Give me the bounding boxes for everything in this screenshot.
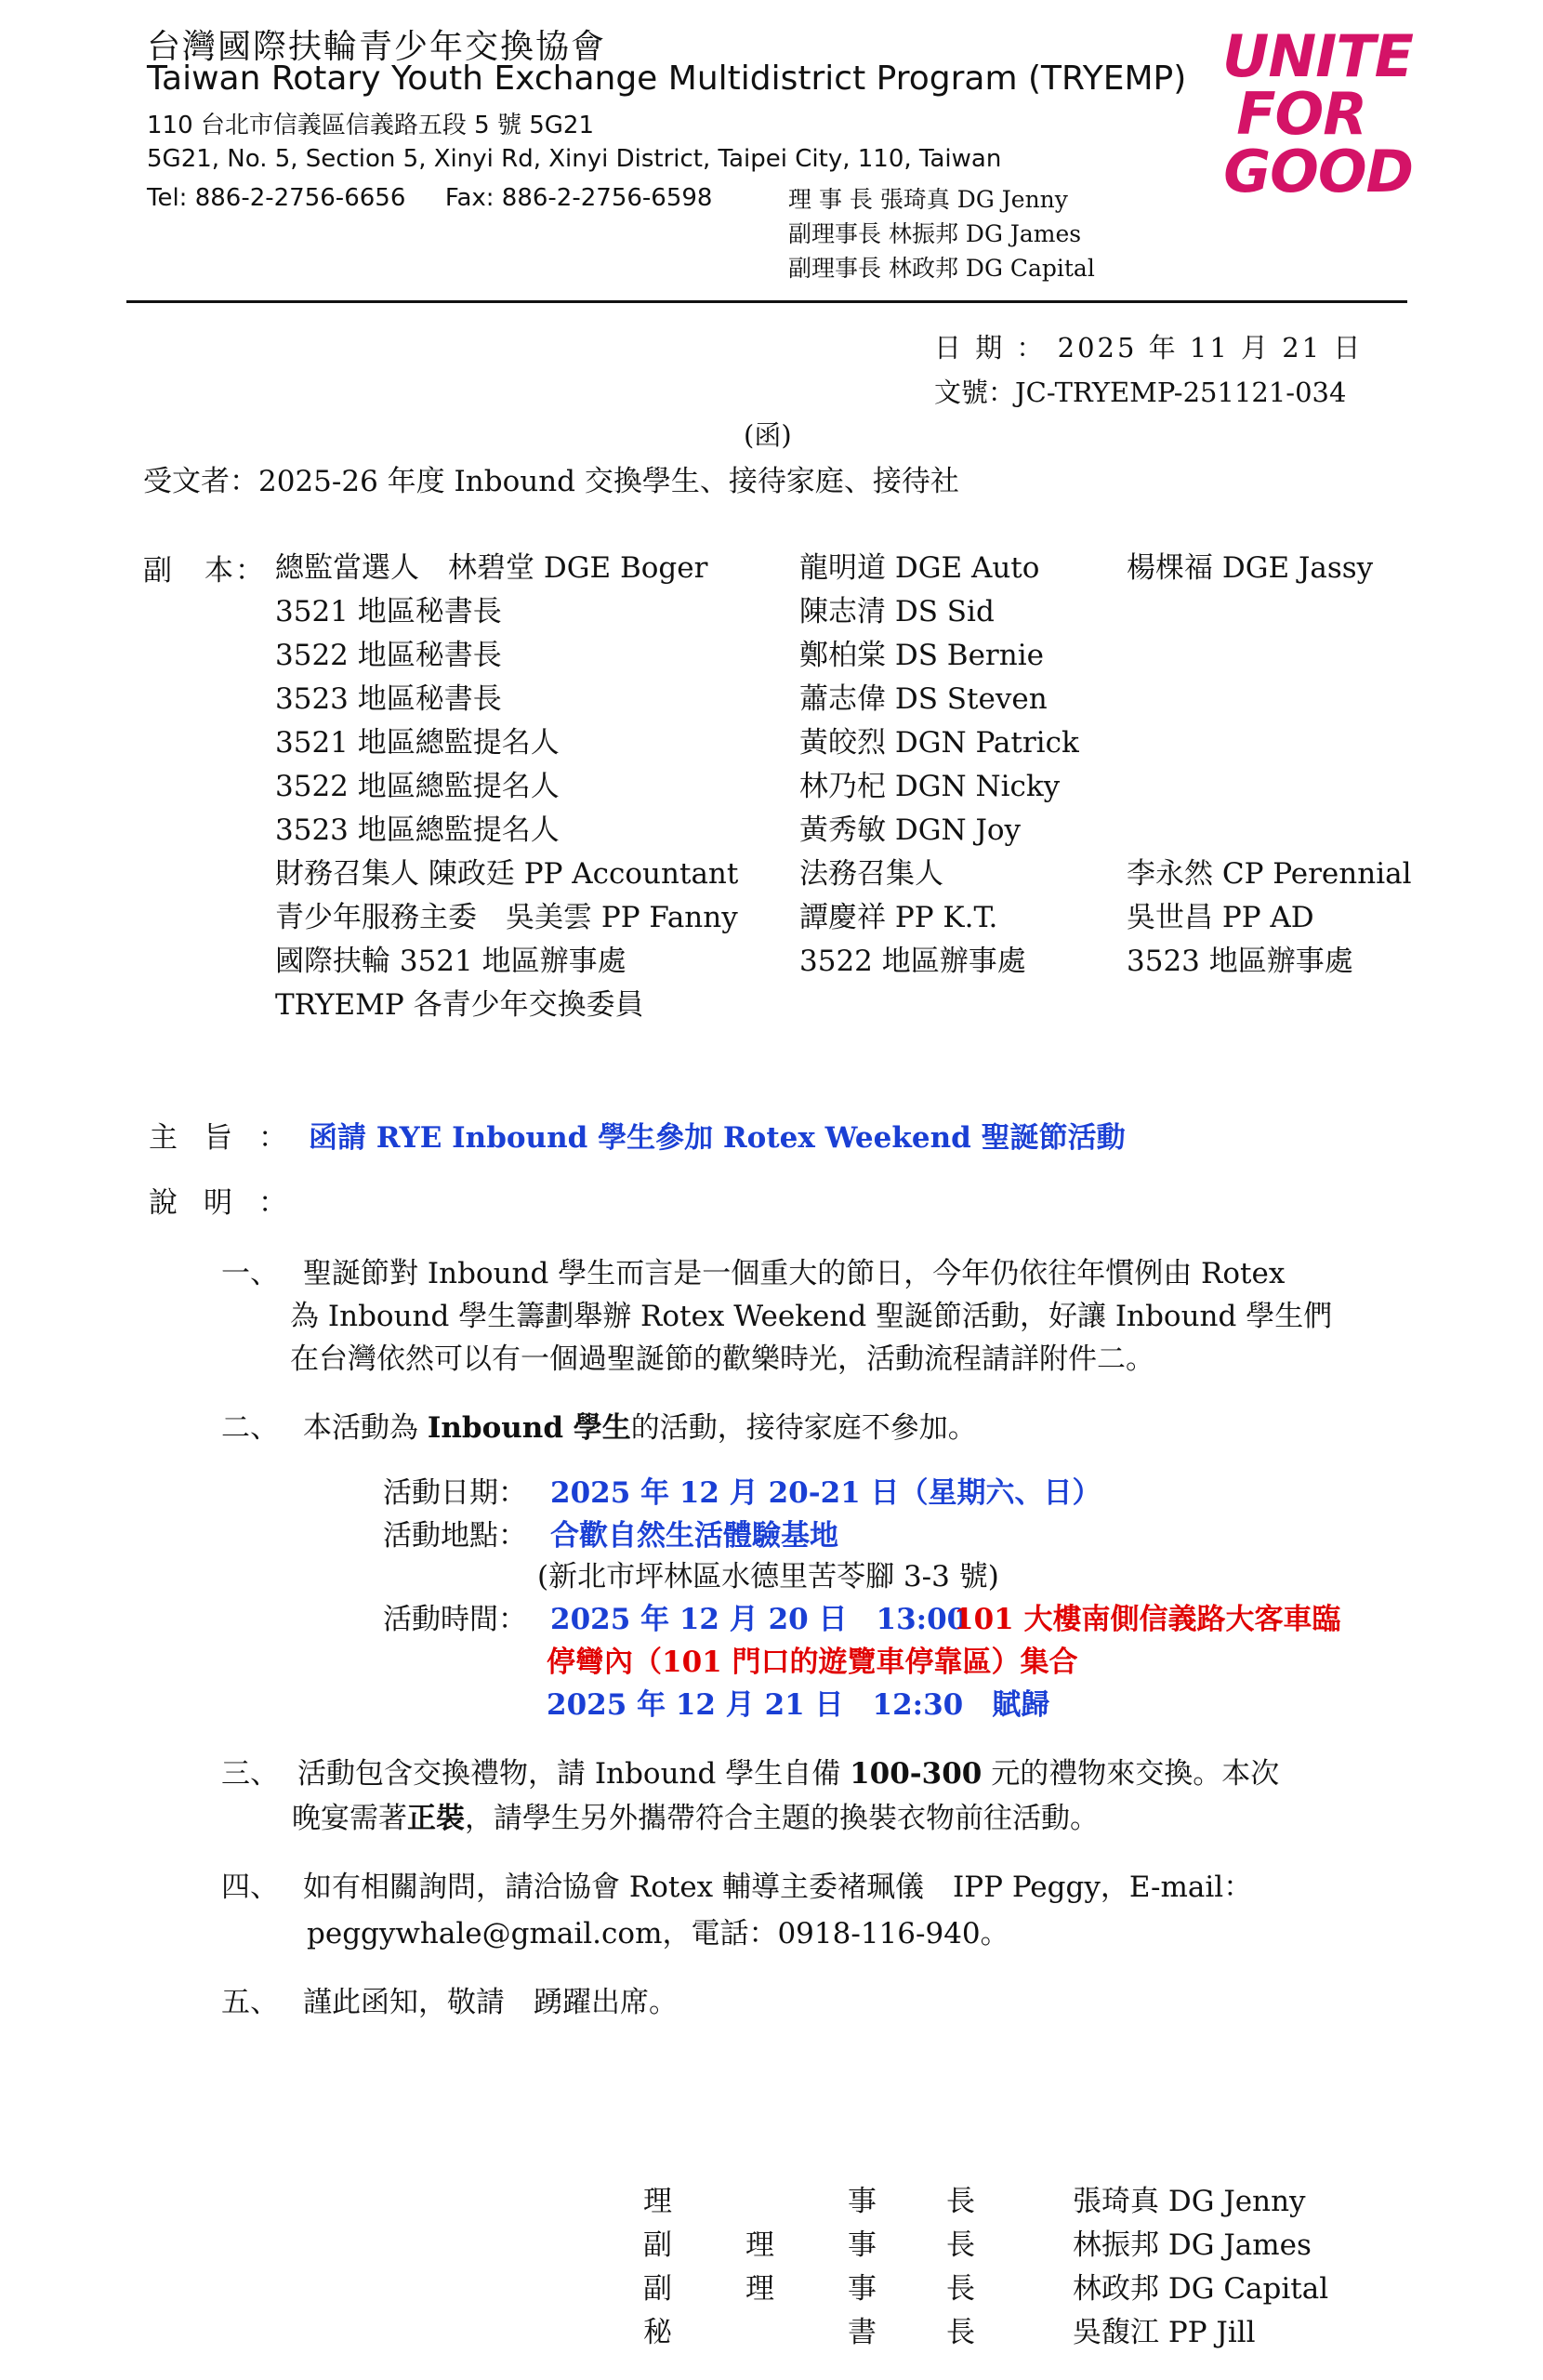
cc-entry: 國際扶輪 3521 地區辦事處 bbox=[275, 945, 626, 978]
cc-entry: 楊棵福 DGE Jassy bbox=[1127, 551, 1374, 585]
item3-line-2-post: ，請學生另外攜帶符合主題的換裝衣物前往活動。 bbox=[465, 1802, 1099, 1835]
signature-title-char: 長 bbox=[946, 2228, 975, 2262]
chair-line: 副理事長 林政邦 DG Capital bbox=[788, 255, 1095, 282]
item3-line-2-pre: 晚宴需著 bbox=[292, 1802, 407, 1835]
cc-entry: 法務召集人 bbox=[799, 857, 943, 891]
signature-name: 張琦真 DG Jenny bbox=[1073, 2185, 1306, 2218]
cc-column-1 bbox=[275, 547, 738, 1027]
unite-for-good-logo bbox=[1115, 22, 1413, 205]
telephone: Tel: 886-2-2756-6656 bbox=[147, 184, 406, 212]
logo-word: FOR bbox=[1236, 80, 1366, 148]
item-number: 四、 bbox=[221, 1871, 279, 1904]
item-number: 一、 bbox=[221, 1257, 279, 1290]
cc-label: 副 本： bbox=[143, 554, 266, 588]
chair-line: 理 事 長 張琦真 DG Jenny bbox=[788, 186, 1068, 213]
item1-line: 在台灣依然可以有一個過聖誕節的歡樂時光，活動流程請詳附件二。 bbox=[290, 1342, 1154, 1376]
item2-intro-pre: 本活動為 bbox=[303, 1411, 428, 1445]
cc-entry: 3522 地區秘書長 bbox=[275, 639, 502, 672]
cc-entry: 蕭志偉 DS Steven bbox=[799, 682, 1048, 716]
cc-column-3 bbox=[1127, 547, 1412, 1027]
signature-title-char: 理 bbox=[745, 2272, 774, 2306]
cc-entry: 黃秀敏 DGN Joy bbox=[799, 813, 1022, 847]
cc-entry: 財務召集人 陳政廷 PP Accountant bbox=[275, 857, 739, 891]
cc-entry: 林乃杞 DGN Nicky bbox=[799, 770, 1061, 803]
signature-title-char: 長 bbox=[946, 2316, 975, 2349]
cc-entry bbox=[799, 984, 1079, 1027]
event-date-label: 活動日期： bbox=[383, 1476, 527, 1510]
subject-label: 主旨： bbox=[149, 1121, 313, 1155]
signature-title-char: 副 bbox=[643, 2272, 672, 2306]
cc-entry bbox=[1127, 809, 1412, 853]
event-time-end: 2025 年 12 月 21 日 12:30 賦歸 bbox=[547, 1688, 1050, 1722]
cc-entry bbox=[1127, 590, 1412, 634]
item3-line-1 bbox=[297, 1750, 1279, 1792]
cc-entry: 陳志清 DS Sid bbox=[799, 595, 995, 628]
fax: Fax: 886-2-2756-6598 bbox=[444, 184, 713, 212]
document-date: 日 期 ： 2025 年 11 月 21 日 bbox=[934, 332, 1364, 364]
contact-line bbox=[147, 184, 712, 212]
item3-line-1-pre: 活動包含交換禮物，請 Inbound 學生自備 bbox=[297, 1757, 851, 1791]
address-english: 5G21, No. 5, Section 5, Xinyi Rd, Xinyi District, Taipei City, 110, Taiwan bbox=[147, 145, 1002, 173]
item2-intro-post: 的活動，接待家庭不參加。 bbox=[630, 1411, 977, 1445]
logo-word: GOOD bbox=[1223, 138, 1413, 205]
item4-contact: peggywhale@gmail.com，電話：0918-116-940。 bbox=[307, 1917, 1009, 1950]
chair-list bbox=[788, 182, 1095, 285]
signature-title-char: 理 bbox=[643, 2185, 672, 2218]
cc-entry: 3522 地區總監提名人 bbox=[275, 770, 560, 803]
signature-name: 林政邦 DG Capital bbox=[1073, 2272, 1329, 2306]
event-time-label: 活動時間： bbox=[383, 1603, 527, 1636]
event-place-label: 活動地點： bbox=[383, 1519, 527, 1553]
signature-title-char: 長 bbox=[946, 2272, 975, 2306]
cc-entry: 3521 地區秘書長 bbox=[275, 595, 502, 628]
item-number: 三、 bbox=[221, 1757, 279, 1791]
cc-entry: 黃皎烈 DGN Patrick bbox=[799, 726, 1079, 760]
cc-entry: TRYEMP 各青少年交換委員 bbox=[275, 988, 644, 1022]
item2-intro-bold: Inbound 學生 bbox=[427, 1411, 631, 1445]
cc-entry: 3521 地區總監提名人 bbox=[275, 726, 560, 760]
signature-title-char: 事 bbox=[848, 2228, 877, 2262]
cc-entry: 譚慶祥 PP K.T. bbox=[799, 901, 998, 934]
header-divider bbox=[126, 300, 1407, 303]
meeting-point-line-1: 101 大樓南側信義路大客車臨 bbox=[954, 1603, 1341, 1636]
cc-entry: 3522 地區辦事處 bbox=[799, 945, 1026, 978]
signature-name: 吳馥江 PP Jill bbox=[1073, 2316, 1256, 2349]
signature-title-char: 事 bbox=[848, 2272, 877, 2306]
item1-line: 為 Inbound 學生籌劃舉辦 Rotex Weekend 聖誕節活動，好讓 Inbound 學生們 bbox=[290, 1300, 1333, 1333]
signature-title-char: 事 bbox=[848, 2185, 877, 2218]
organization-name-english: Taiwan Rotary Youth Exchange Multidistrict Program (TRYEMP) bbox=[147, 60, 1187, 98]
item1-line: 聖誕節對 Inbound 學生而言是一個重大的節日，今年仍依往年慣例由 Rotex bbox=[303, 1257, 1286, 1290]
item-number: 二、 bbox=[221, 1411, 279, 1445]
subject-text: 函請 RYE Inbound 學生參加 Rotex Weekend 聖誕節活動 bbox=[309, 1121, 1126, 1155]
cc-column-2 bbox=[799, 547, 1079, 1027]
chair-line: 副理事長 林振邦 DG James bbox=[788, 220, 1082, 247]
signature-title-char: 副 bbox=[643, 2228, 672, 2262]
event-place-value: 合歡自然生活體驗基地 bbox=[550, 1519, 838, 1553]
explanation-label: 說明： bbox=[149, 1186, 313, 1220]
cc-entry bbox=[1127, 721, 1412, 765]
item-number: 五、 bbox=[221, 1986, 279, 2019]
logo-word: UNITE bbox=[1222, 22, 1413, 90]
cc-entry: 青少年服務主委 吳美雲 PP Fanny bbox=[275, 901, 738, 934]
event-date-value: 2025 年 12 月 20-21 日（星期六、日） bbox=[550, 1476, 1101, 1510]
cc-entry: 3523 地區辦事處 bbox=[1127, 945, 1353, 978]
cc-entry: 吳世昌 PP AD bbox=[1127, 901, 1314, 934]
organization-name-chinese: 台灣國際扶輪青少年交換協會 bbox=[147, 28, 607, 66]
address-chinese: 110 台北市信義區信義路五段 5 號 5G21 bbox=[147, 112, 595, 139]
cc-entry: 龍明道 DGE Auto bbox=[799, 551, 1040, 585]
signature-title-char: 理 bbox=[745, 2228, 774, 2262]
signature-title-char: 長 bbox=[946, 2185, 975, 2218]
cc-entry: 3523 地區秘書長 bbox=[275, 682, 502, 716]
recipient-line: 受文者：2025-26 年度 Inbound 交換學生、接待家庭、接待社 bbox=[143, 465, 959, 498]
cc-entry bbox=[1127, 634, 1412, 678]
gift-price-range: 100-300 bbox=[850, 1757, 983, 1791]
document-number: 文號：JC-TRYEMP-251121-034 bbox=[934, 377, 1347, 408]
signature-name: 林振邦 DG James bbox=[1073, 2228, 1312, 2262]
signature-title-char: 秘 bbox=[643, 2316, 672, 2349]
cc-entry: 3523 地區總監提名人 bbox=[275, 813, 560, 847]
cc-entry: 總監當選人 林碧堂 DGE Boger bbox=[275, 551, 708, 585]
item2-intro bbox=[303, 1404, 977, 1446]
item3-line-1-post: 元的禮物來交換。本次 bbox=[982, 1757, 1280, 1791]
event-time-start: 2025 年 12 月 20 日 13:00 bbox=[550, 1603, 968, 1636]
formal-dress-note: 正裝 bbox=[407, 1802, 465, 1835]
cc-entry bbox=[1127, 765, 1412, 809]
item5-closing: 謹此函知，敬請 踴躍出席。 bbox=[303, 1986, 678, 2019]
cc-entry bbox=[1127, 678, 1412, 721]
cc-entry: 鄭柏棠 DS Bernie bbox=[799, 639, 1044, 672]
item4-line-1: 如有相關詢問，請洽協會 Rotex 輔導主委褚珮儀 IPP Peggy，E-mail： bbox=[303, 1871, 1253, 1904]
signature-title-char: 書 bbox=[848, 2316, 877, 2349]
meeting-point-line-2: 停彎內（101 門口的遊覽車停靠區）集合 bbox=[547, 1646, 1078, 1679]
item3-line-2 bbox=[292, 1794, 1099, 1836]
cc-entry bbox=[1127, 984, 1412, 1027]
event-place-address: (新北市坪林區水德里苦苓腳 3-3 號) bbox=[537, 1560, 999, 1593]
document-type: (函) bbox=[744, 419, 792, 451]
cc-entry: 李永然 CP Perennial bbox=[1127, 857, 1412, 891]
